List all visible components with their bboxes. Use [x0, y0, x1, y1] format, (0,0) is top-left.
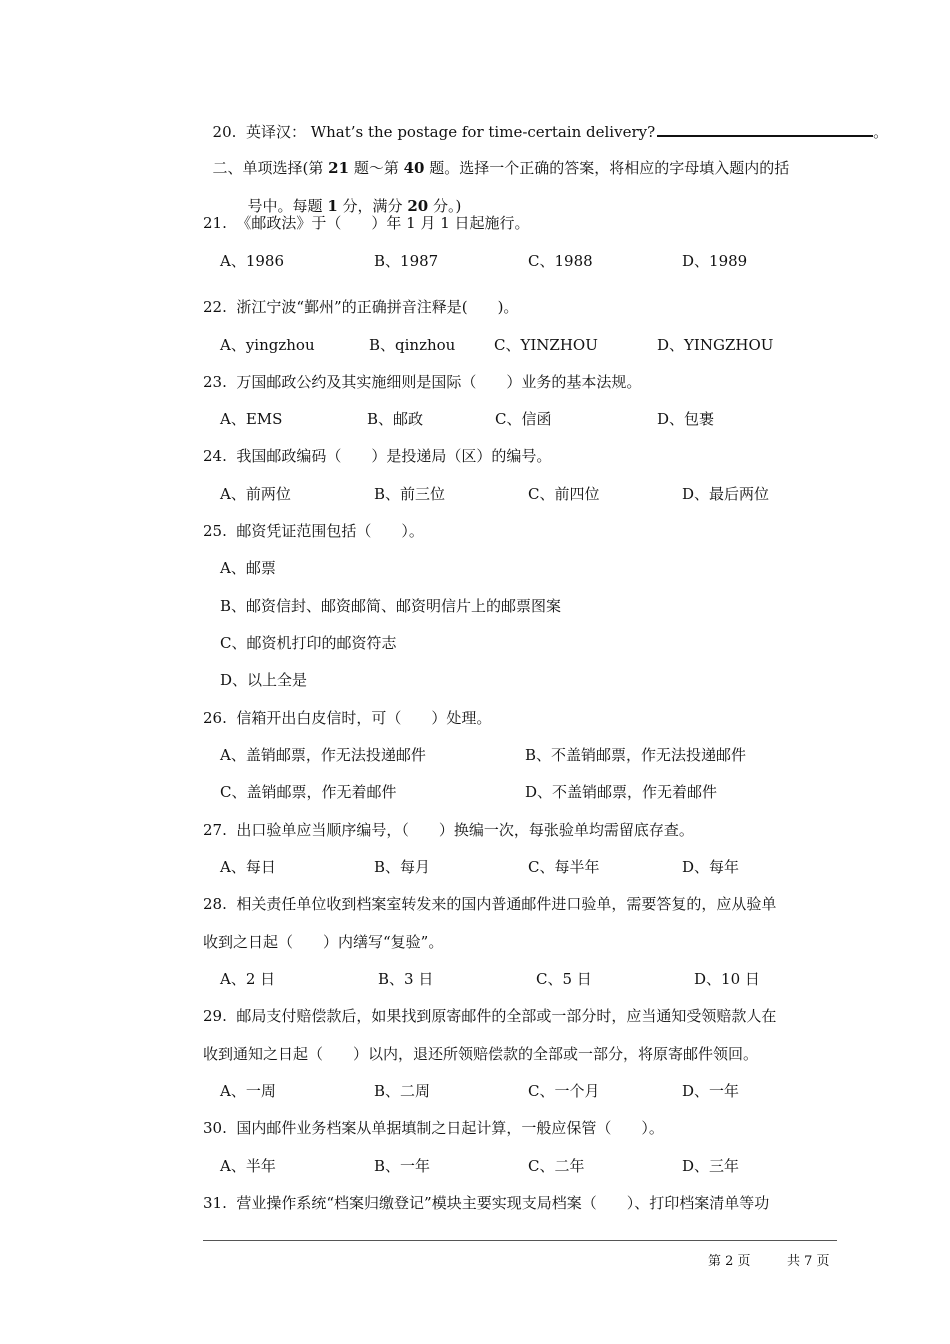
question-21-stem: 21. 《邮政法》于（ ）年 1 月 1 日起施行。 [203, 214, 530, 232]
option-c: C、前四位 [528, 485, 600, 503]
option-d: D、10 日 [694, 970, 760, 988]
option-d: D、YINGZHOU [657, 336, 774, 354]
option-a: A、一周 [220, 1082, 276, 1100]
option-c: C、YINZHOU [494, 336, 598, 354]
option-a: A、1986 [220, 252, 285, 270]
option-c: C、二年 [528, 1157, 585, 1175]
section-heading-line2 [238, 176, 461, 216]
option-c: C、每半年 [528, 858, 600, 876]
option-b: B、一年 [374, 1157, 431, 1175]
option-d: D、1989 [682, 252, 748, 270]
section-start-number: 21 [328, 159, 350, 177]
option-c: C、邮资机打印的邮资符志 [220, 634, 397, 652]
question-23-stem: 23. 万国邮政公约及其实施细则是国际（ ）业务的基本法规。 [203, 373, 642, 391]
question-27-stem: 27. 出口验单应当顺序编号，（ ）换编一次，每张验单均需留底存查。 [203, 821, 694, 839]
option-a: A、每日 [220, 858, 276, 876]
option-c: C、信函 [495, 410, 552, 428]
option-a: A、2 日 [220, 970, 276, 988]
answer-blank [657, 121, 873, 137]
option-d: D、每年 [682, 858, 740, 876]
score-per-question: 1 [327, 197, 338, 215]
section-heading-text: 分。) [428, 197, 462, 215]
question-29-stem-cont: 收到通知之日起（ ）以内，退还所领赔偿款的全部或一部分，将原寄邮件领回。 [203, 1045, 759, 1063]
option-c: C、1988 [528, 252, 593, 270]
page-number: 第 2 页 [708, 1254, 751, 1269]
option-b: B、前三位 [374, 485, 446, 503]
section-heading-text: 题～第 [349, 159, 404, 177]
footer-divider [203, 1240, 837, 1241]
option-b: B、1987 [374, 252, 439, 270]
option-b: B、二周 [374, 1082, 431, 1100]
option-b: B、邮政 [367, 410, 424, 428]
option-b: B、不盖销邮票，作无法投递邮件 [525, 746, 747, 764]
option-c: C、盖销邮票，作无着邮件 [220, 783, 397, 801]
section-heading [203, 138, 789, 178]
section-heading-text: 题。选择一个正确的答案，将相应的字母填入题内的括 [424, 159, 790, 177]
question-28-stem: 28. 相关责任单位收到档案室转发来的国内普通邮件进口验单，需要答复的，应从验单 [203, 895, 777, 913]
option-b: B、邮资信封、邮资邮简、邮资明信片上的邮票图案 [220, 597, 562, 615]
option-c: C、一个月 [528, 1082, 600, 1100]
question-28-stem-cont: 收到之日起（ ）内缮写“复验”。 [203, 933, 444, 951]
section-end-number: 40 [403, 159, 425, 177]
section-heading-text: 二、单项选择(第 [212, 159, 329, 177]
total-score: 20 [407, 197, 429, 215]
section-heading-text: 号中。每题 [247, 197, 328, 215]
option-a: A、盖销邮票，作无法投递邮件 [220, 746, 426, 764]
question-24-stem: 24. 我国邮政编码（ ）是投递局（区）的编号。 [203, 447, 552, 465]
option-d: D、一年 [682, 1082, 740, 1100]
question-29-stem: 29. 邮局支付赔偿款后，如果找到原寄邮件的全部或一部分时，应当通知受领赔款人在 [203, 1007, 777, 1025]
option-d: D、包裹 [657, 410, 715, 428]
option-a: A、半年 [220, 1157, 276, 1175]
option-c: C、5 日 [536, 970, 592, 988]
question-20 [203, 101, 888, 142]
option-b: B、每月 [374, 858, 431, 876]
option-d: D、最后两位 [682, 485, 770, 503]
question-30-stem: 30. 国内邮件业务档案从单据填制之日起计算，一般应保管（ ）。 [203, 1119, 664, 1137]
option-a: A、前两位 [220, 485, 291, 503]
question-20-end: 。 [873, 123, 889, 141]
option-d: D、不盖销邮票，作无着邮件 [525, 783, 718, 801]
question-20-stem: 20. 英译汉： What’s the postage for time-certain delivery? [212, 123, 656, 141]
option-a: A、EMS [220, 410, 283, 428]
question-31-stem: 31. 营业操作系统“档案归缴登记”模块主要实现支局档案（ ）、打印档案清单等功 [203, 1194, 770, 1212]
section-heading-text: 分，满分 [337, 197, 408, 215]
option-a: A、yingzhou [220, 336, 315, 354]
page-total: 共 7 页 [787, 1254, 830, 1269]
option-d: D、三年 [682, 1157, 740, 1175]
option-d: D、以上全是 [220, 671, 308, 689]
question-25-stem: 25. 邮资凭证范围包括（ ）。 [203, 522, 424, 540]
option-b: B、3 日 [378, 970, 434, 988]
question-26-stem: 26. 信箱开出白皮信时，可（ ）处理。 [203, 709, 492, 727]
option-b: B、qinzhou [369, 336, 456, 354]
option-a: A、邮票 [220, 559, 276, 577]
question-22-stem: 22. 浙江宁波“鄞州”的正确拼音注释是( )。 [203, 298, 519, 316]
